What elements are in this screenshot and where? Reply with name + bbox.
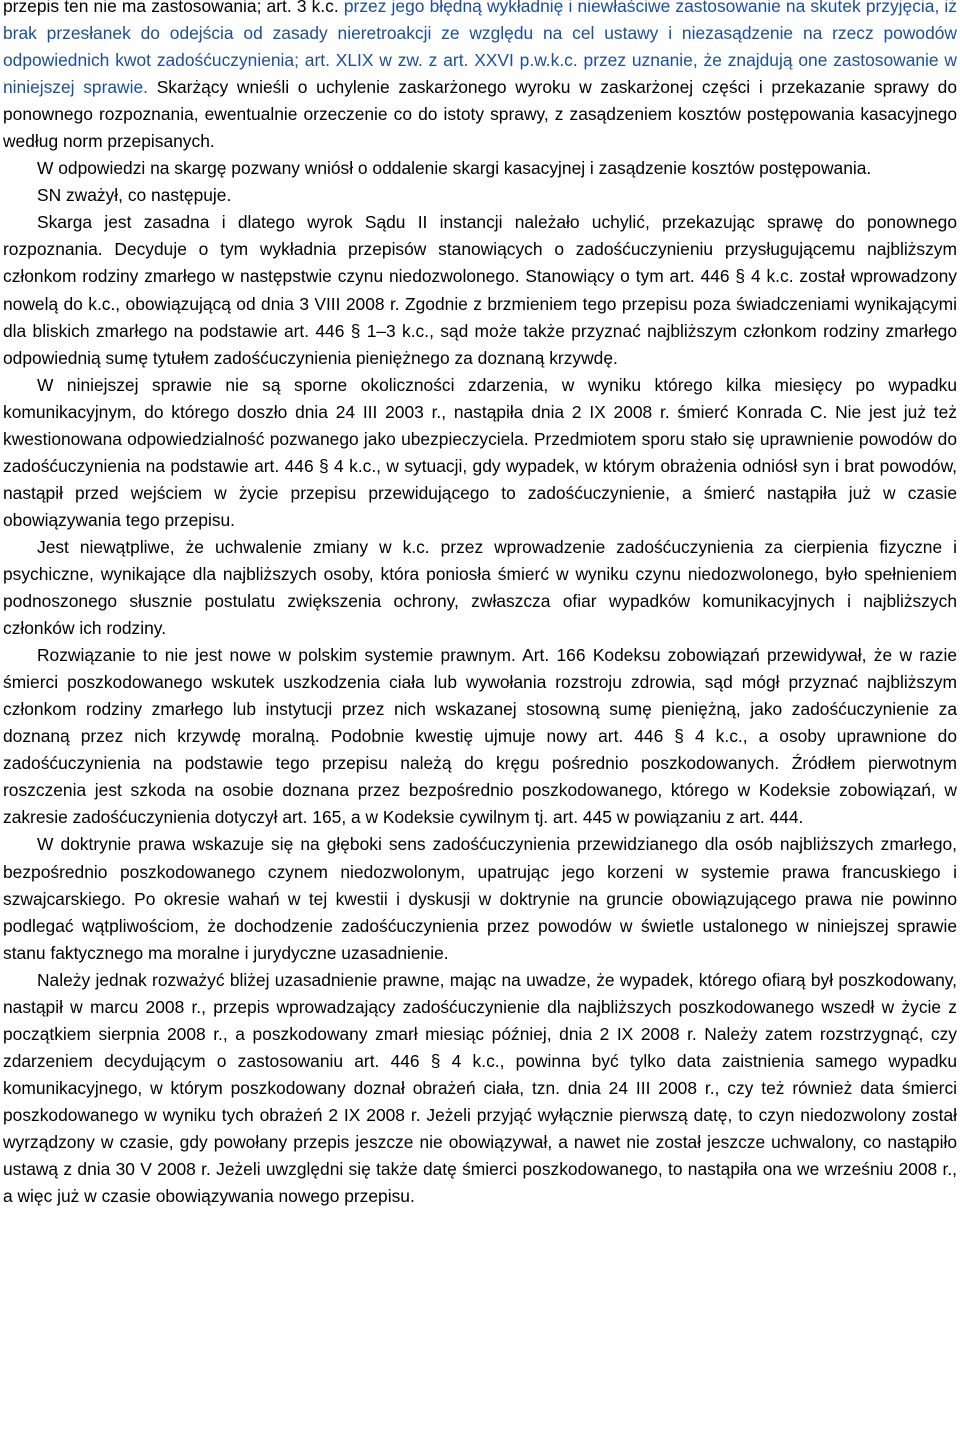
paragraph: W odpowiedzi na skargę pozwany wniósł o oddalenie skargi kasacyjnej i zasądzenie kosztów postępowania. <box>37 158 872 179</box>
paragraph <box>3 0 957 155</box>
paragraph: Skarga jest zasadna i dlatego wyrok Sądu II instancji należało uchylić, przekazując sprawę do ponownego rozpoznania. Decyduje o tym wykładnia przepisów stanowiących o zadośćuczynieniu przysługującemu najbliższym członkom rodziny zmarłego w następstwie czynu niedozwolonego. Stanowiący o tym art. 446 § 4 k.c. został wprowadzony nowelą do k.c., obowiązującą od dnia 3 VIII 2008 r. Zgodnie z brzmieniem tego przepisu poza świadczeniami wynikającymi dla bliskich zmarłego na podstawie art. 446 § 1–3 k.c., sąd może także przyznać najbliższym członkom rodziny zmarłego odpowiednią sumę tytułem zadośćuczynienia pieniężnego za doznaną krzywdę. <box>3 212 957 368</box>
paragraph: W doktrynie prawa wskazuje się na głęboki sens zadośćuczynienia przewidzianego dla osób najbliższych zmarłego, bezpośrednio poszkodowanego czynem niedozwolonym, upatrując jego korzeni w systemie prawa francuskiego i szwajcarskiego. Po okresie wahań w tej kwestii i dyskusji w doktrynie na gruncie obowiązującego prawa nie powinno podlegać wątpliwościom, że dochodzenie zadośćuczynienia przez powodów w świetle ustalonego w niniejszej sprawie stanu faktycznego ma moralne i jurydyczne uzasadnienie. <box>3 834 957 963</box>
paragraph: Rozwiązanie to nie jest nowe w polskim systemie prawnym. Art. 166 Kodeksu zobowiązań przewidywał, że w razie śmierci poszkodowanego wskutek uszkodzenia ciała lub wywołania rozstroju zdrowia, sąd mógł przyznać najbliższym członkom rodziny zmarłego lub instytucji przez nich wskazanej stosowną sumę pieniężną, jako zadośćuczynienie za doznaną przez nich krzywdę moralną. Podobnie kwestię ujmuje nowy art. 446 § 4 k.c., a osoby uprawnione do zadośćuczynienia na podstawie tego przepisu należą do kręgu pośrednio poszkodowanych. Źródłem pierwotnym roszczenia jest szkoda na osobie doznana przez bezpośrednio poszkodowanego, którego w Kodeksie zobowiązań, w zakresie zadośćuczynienia dotyczył art. 165, a w Kodeksie cywilnym tj. art. 445 w powiązaniu z art. 444. <box>3 645 957 828</box>
paragraph: W niniejszej sprawie nie są sporne okoliczności zdarzenia, w wyniku którego kilka miesięcy po wypadku komunikacyjnym, do którego doszło dnia 24 III 2003 r., nastąpiła dnia 2 IX 2008 r. śmierć Konrada C. Nie jest już też kwestionowana odpowiedzialność pozwanego jako ubezpieczyciela. Przedmiotem sporu stało się uprawnienie powodów do zadośćuczynienia na podstawie art. 446 § 4 k.c., w sytuacji, gdy wypadek, w którym obrażenia odniósł syn i brat powodów, nastąpił przed wejściem w życie przepisu przewidującego to zadośćuczynienie, a śmierć nastąpiła już w czasie obowiązywania tego przepisu. <box>3 374 957 530</box>
paragraph: Należy jednak rozważyć bliżej uzasadnienie prawne, mając na uwadze, że wypadek, którego ofiarą był poszkodowany, nastąpił w marcu 2008 r., przepis wprowadzający zadośćuczynienie dla najbliższych poszkodowanego wszedł w życie z początkiem sierpnia 2008 r., a poszkodowany zmarł miesiąc później, dnia 2 IX 2008 r. Należy zatem rozstrzygnąć, czy zdarzeniem decydującym o zastosowaniu art. 446 § 4 k.c., powinna być tylko data zaistnienia samego wypadku komunikacyjnego, w którym poszkodowany doznał obrażeń ciała, tzn. dnia 24 III 2008 r., czy też również data śmierci poszkodowanego w wyniku tych obrażeń 2 IX 2008 r. Jeżeli przyjąć wyłącznie pierwszą datę, to czyn niedozwolony został wyrządzony w czasie, gdy powołany przepis jeszcze nie obowiązywał, a nawet nie został jeszcze uchwalony, co nastąpiło ustawą z dnia 30 V 2008 r. Jeżeli uwzględni się także datę śmierci poszkodowanego, to nastąpiła ona we wrześniu 2008 r., a więc już w czasie obowiązywania nowego przepisu. <box>3 969 957 1207</box>
text-run: przepis ten nie ma zastosowania; art. 3 k.c. <box>3 0 344 16</box>
paragraph: Jest niewątpliwe, że uchwalenie zmiany w k.c. przez wprowadzenie zadośćuczynienia za cierpienia fizyczne i psychiczne, wynikające dla najbliższych osoby, która poniosła śmierć w wyniku czynu niedozwolonego, było spełnieniem podnoszonego słusznie postulatu zwiększenia ochrony, zwłaszcza ofiar wypadków komunikacyjnych i najbliższych członków ich rodziny. <box>3 536 957 639</box>
highlighted-text-run: przez jego błędną wykładnię i niewłaściwe zastosowanie na skutek przyjęcia, iż brak przesłanek do odejścia od zasady nieretroakcji ze względu na cel ustawy i niezasądzenie na rzecz powodów odpowiednich kwot zadośćuczynienia; art. XLIX w zw. z art. XXVI p.w.k.c. przez uznanie, że znajdują one zastosowanie w niniejszej sprawie. <box>3 0 957 98</box>
paragraph: SN zważył, co następuje. <box>37 185 232 206</box>
text-run: Skarżący wnieśli o uchylenie zaskarżonego wyroku w zaskarżonej części i przekazanie sprawy do ponownego rozpoznania, ewentualnie orzeczenie co do istoty sprawy, z zasądzeniem kosztów postępowania kasacyjnego według norm przepisanych. <box>3 77 957 152</box>
